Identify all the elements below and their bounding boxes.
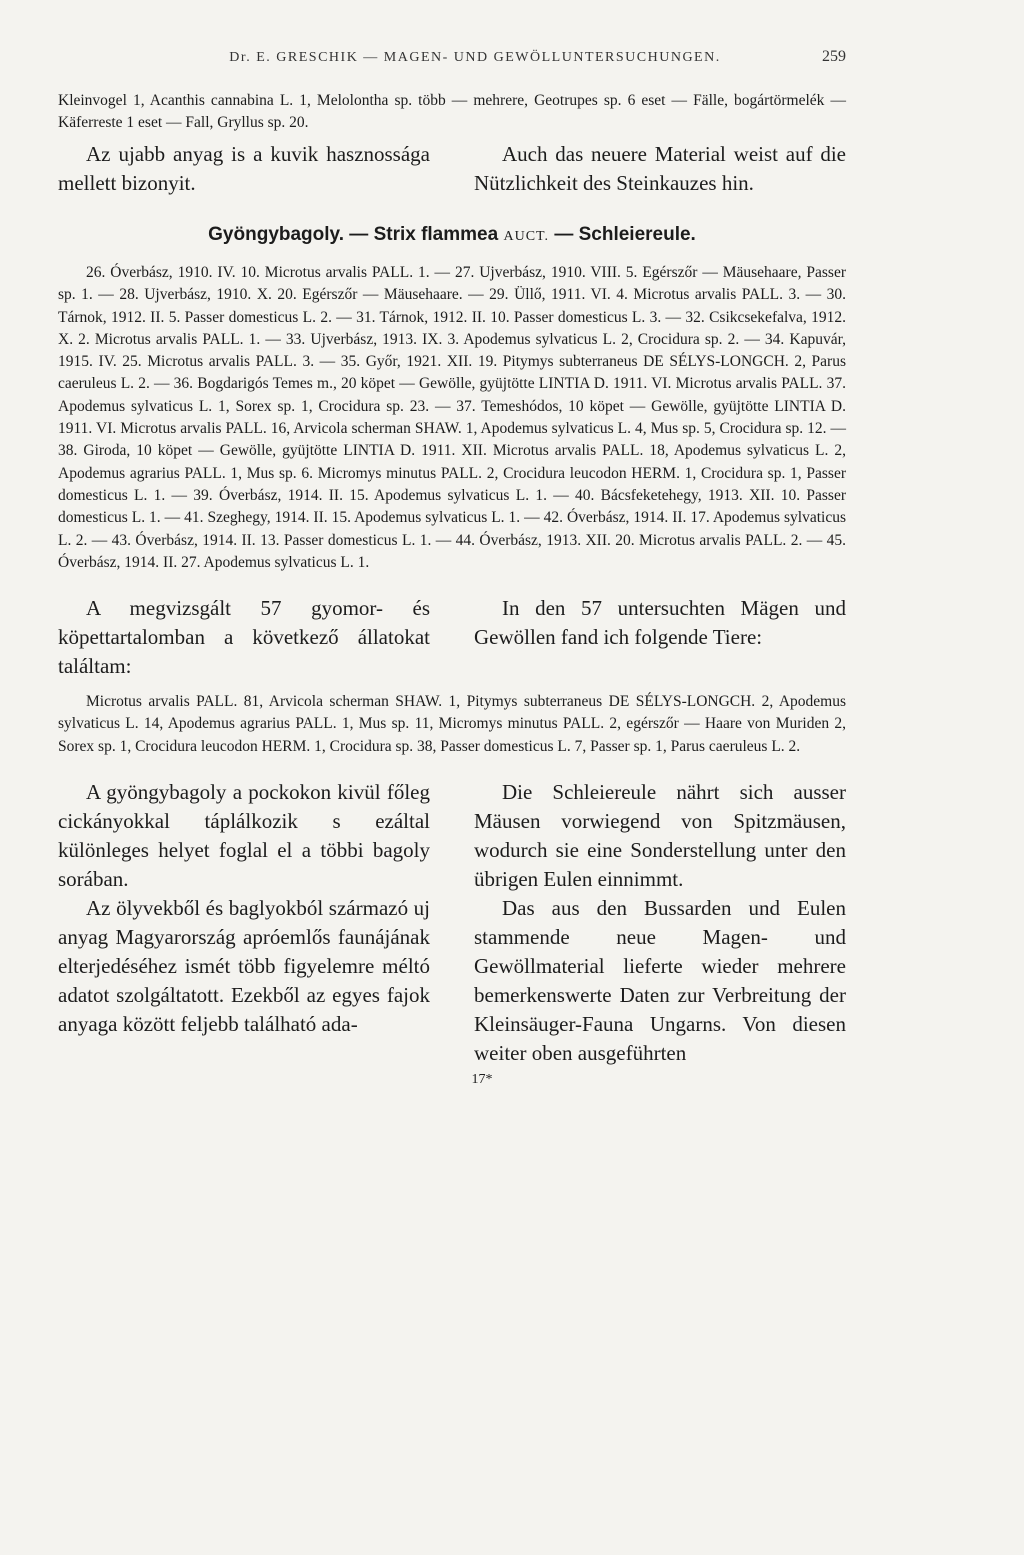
parallel-paragraph-2: [58, 594, 846, 681]
records-list: 26. Óverbász, 1910. IV. 10. Microtus arvalis PALL. 1. — 27. Ujverbász, 1910. VIII. 5. Egérszőr — Mäusehaare, Passer sp. 1. — 28. Ujverbász, 1910. X. 20. Egérszőr — Mäusehaare. — 29. Üllő, 1911. VI. 4. Microtus arvalis PALL. 3. — 30. Tárnok, 1912. II. 5. Passer domesticus L. 2. — 31. Tárnok, 1912. II. 10. Passer domesticus L. 3. — 32. Csikcsekefalva, 1912. X. 2. Microtus arvalis PALL. 1. — 33. Ujverbász, 1913. IX. 3. Apodemus sylvaticus L. 2, Crocidura sp. 2. — 34. Kapuvár, 1915. IV. 25. Microtus arvalis PALL. 3. — 35. Győr, 1921. XII. 19. Pitymys subterraneus DE SÉLYS-LONGCH. 2, Parus caeruleus L. 2. — 36. Bogdarigós Temes m., 20 köpet — Gewölle, gyüjtötte LINTIA D. 1911. VI. Microtus arvalis PALL. 37. Apodemus sylvaticus L. 1, Sorex sp. 1, Crocidura sp. 23. — 37. Temeshódos, 10 köpet — Gewölle, gyüjtötte LINTIA D. 1911. VI. Microtus arvalis PALL. 16, Arvicola scherman SHAW. 1, Apodemus sylvaticus L. 4, Mus sp. 5, Crocidura sp. 12. — 38. Giroda, 10 köpet — Gewölle, gyüjtötte LINTIA D. 1911. XII. Microtus arvalis PALL. 18, Apodemus sylvaticus L. 2, Apodemus agrarius PALL. 1, Mus sp. 6. Micromys minutus PALL. 2, Crocidura leucodon HERM. 1, Crocidura sp. 1, Passer domesticus L. 1. — 39. Óverbász, 1914. II. 15. Apodemus sylvaticus L. 1. — 40. Bácsfeketehegy, 1913. XII. 10. Passer domesticus L. 1. — 41. Szeghegy, 1914. II. 15. Apodemus sylvaticus L. 1. — 42. Óverbász, 1914. II. 17. Apodemus sylvaticus L. 2. — 43. Óverbász, 1914. II. 13. Passer domesticus L. 1. — 44. Óverbász, 1913. XII. 20. Microtus arvalis PALL. 2. — 45. Óverbász, 1914. II. 27. Apodemus sylvaticus L. 1.: [58, 264, 846, 571]
paragraph-hu: A megvizsgált 57 gyomor- és köpettartalomban a következő állatokat találtam:: [58, 596, 430, 679]
section-title-hu: Gyöngybagoly.: [208, 224, 344, 245]
parallel-paragraph-1: [58, 140, 846, 198]
page-number: 259: [822, 48, 846, 65]
paragraph-de: Auch das neuere Material weist auf die Nützlichkeit des Steinkauzes hin.: [474, 142, 846, 195]
intro-paragraph: Kleinvogel 1, Acanthis cannabina L. 1, Melolontha sp. több — mehrere, Geotrupes sp. 6 eset — Fälle, bogártörmelék — Käferreste 1 eset — Fall, Gryllus sp. 20.: [58, 92, 846, 131]
running-header: [58, 48, 846, 72]
running-title: Dr. E. GRESCHIK — MAGEN- UND GEWÖLLUNTERSUCHUNGEN.: [229, 50, 721, 65]
section-title-latin: Strix flammea: [373, 224, 499, 245]
parallel-paragraph-3: [58, 778, 846, 894]
paragraph-de: Das aus den Bussarden und Eulen stammende neue Magen- und Gewöllmaterial lieferte wieder mehrere bemerkenswerte Daten zur Verbreitung der Kleinsäuger-Fauna Ungarns. Von diesen weiter oben ausgeführten: [474, 896, 846, 1066]
paragraph-hu: A gyöngybagoly a pockokon kivül főleg cickányokkal táplálkozik s ezáltal különleges helyet foglal el a többi bagoly sorában.: [58, 780, 430, 892]
paragraph-de: In den 57 untersuchten Mägen und Gewöllen fand ich folgende Tiere:: [474, 596, 846, 650]
section-title-de: Schleiereule.: [578, 224, 696, 245]
parallel-paragraph-4: [58, 894, 846, 1068]
page: [58, 48, 846, 1088]
section-author: AUCT.: [503, 229, 550, 244]
paragraph-de: Die Schleiereule nährt sich ausser Mäusen vorwiegend von Spitzmäusen, wodurch sie eine Sonderstellung unter den übrigen Eulen einnimmt.: [474, 780, 846, 892]
species-summary: Microtus arvalis PALL. 81, Arvicola scherman SHAW. 1, Pitymys subterraneus DE SÉLYS-LONGCH. 2, Apodemus sylvaticus L. 14, Apodemus agrarius PALL. 1, Mus sp. 11, Micromys minutus PALL. 2, egérszőr — Haare von Muriden 2, Sorex sp. 1, Crocidura leucodon HERM. 1, Crocidura sp. 38, Passer domesticus L. 7, Passer sp. 1, Parus caeruleus L. 2.: [58, 693, 846, 755]
section-heading: Gyöngybagoly. — Strix flammea AUCT. — Schleiereule.: [208, 224, 696, 245]
signature-mark: 17*: [471, 1072, 493, 1088]
paragraph-hu: Az ujabb anyag is a kuvik hasznossága mellett bizonyit.: [58, 142, 430, 195]
paragraph-hu: Az ölyvekből és baglyokból származó uj anyag Magyarország apróemlős faunájának elterjedéséhez ismét több figyelemre méltó adatot szolgáltatott. Ezekből az egyes fajok anyaga között feljebb található ada-: [58, 896, 430, 1037]
